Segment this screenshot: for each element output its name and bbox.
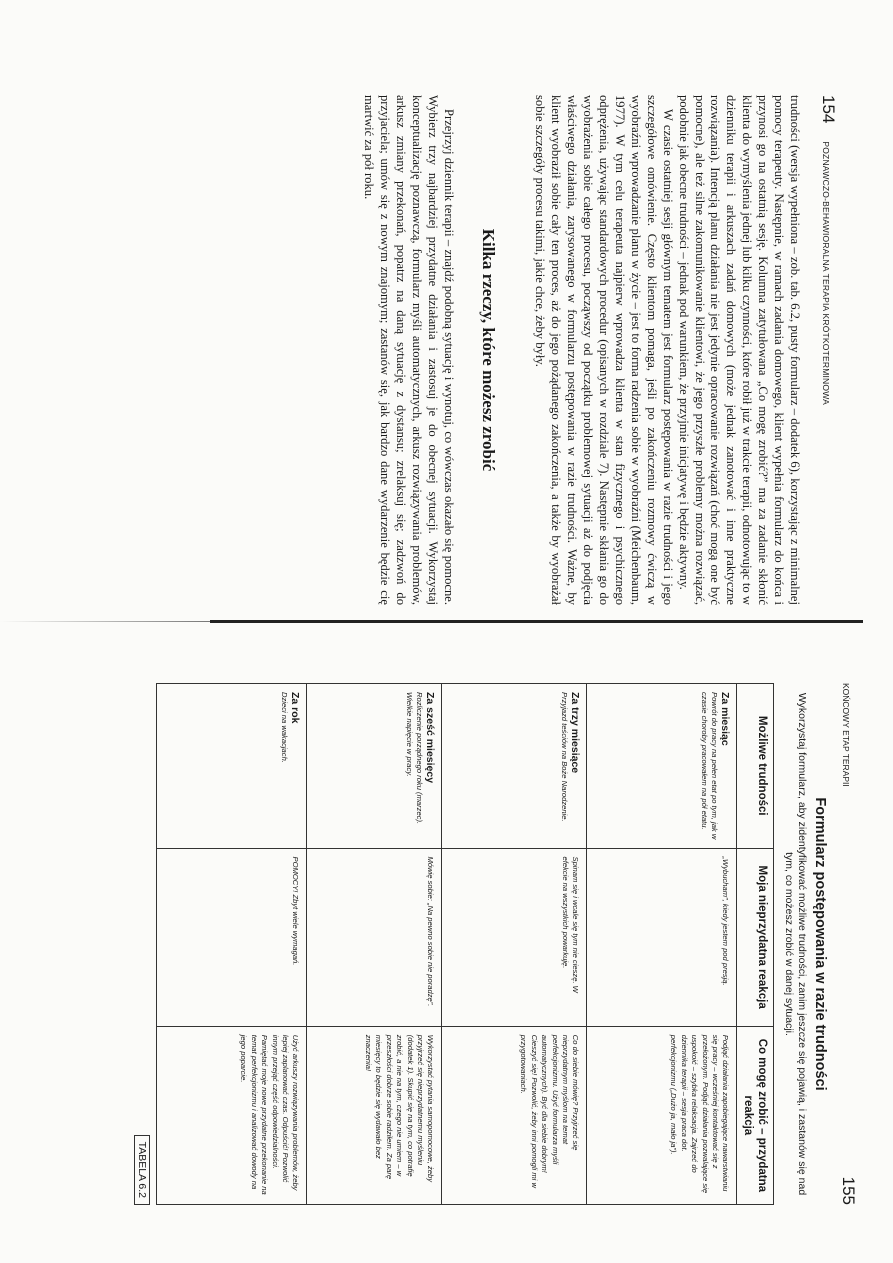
difficulty-text: Rozliczenie porządnego roku (marzec). Wielkie napięcie w pracy. <box>404 692 424 825</box>
period-title: Za rok <box>289 692 302 724</box>
period-title: Za miesiąc <box>719 692 732 746</box>
running-head: POZNAWCZO-BEHAWIORALNA TERAPIA KRÓTKOTERMINOWA <box>821 141 831 405</box>
form-intro: Wykorzystaj formularz, aby zidentyfikować możliwe trudności, zanim jeszcze się pojawią, i zastanów się nad tym, co możesz zrobić w danej sytuacji. <box>783 692 808 1196</box>
page-number: 154 <box>819 95 838 124</box>
period-title: Za sześć miesięcy <box>424 692 437 784</box>
table-header-row <box>737 684 774 1205</box>
table-label-text: TABELA 6.2 <box>134 1135 150 1205</box>
column-header: Możliwe trudności <box>737 684 774 849</box>
difficulty-text: Przyjazd teściów na Boże Narodzenie. <box>560 692 569 822</box>
reaction-cell: POMOCY! Zbyt wiele wymagań. <box>157 848 307 1026</box>
column-header: Co mogę zrobić – przydatna reakcja <box>737 1026 774 1204</box>
difficulty-cell <box>157 684 307 849</box>
table-row <box>442 684 587 1205</box>
section-title: Kilka rzeczy, które możesz zrobić <box>478 228 498 472</box>
gutter-line <box>210 620 863 623</box>
gutter-shadow <box>0 621 210 622</box>
table-label <box>134 683 152 1205</box>
page-number: 155 <box>839 1176 858 1205</box>
difficulty-cell <box>587 684 737 849</box>
section-body <box>360 95 455 605</box>
paragraph: W czasie ostatniej sesji głównym tematem jest formularz postępowania w razie trudności i jego szczegółowe omówienie. Często klientom pomaga, jeśli po zakończeniu rozmowy ćwiczą w wyobraźni wprowadzanie planu w życie – jest to forma radzenia sobie w wyobraźni (Meichenbaum, 1977). W tym celu terapeuta najpierw wprowadza klienta w stan fizycznego i psychicznego odprężenia, używając standardowych procedur (opisanych w rozdziale 7). Następnie skłania go do wyobrażenia sobie całego procesu, począwszy od początku problemowej sytuacji aż do podjęcia właściwego działania, zarysowanego w formularzu postępowania w razie trudności. Ważne, by klient wyobraził sobie cały ten proces, aż do jego pożądanego zakończenia, a także by wyobrażał sobie szczegóły procesu takimi, jakie chce, żeby były. <box>533 95 675 605</box>
paragraph: trudności (wersja wypełniona – zob. tab. 6.2, pusty formularz – dodatek 6), korzystając z minimalnej pomocy terapeuty. Następnie, w ramach zadania domowego, klient wypełnia formularz do końca i przynosi go na ostatnią sesję. Kolumna zatytułowana „Co mogę zrobić?” ma za zadanie skłonić klienta do wymyślenia jednej lub kilku czynności, które robił już w trakcie terapii, odnotowując to w dzienniku terapii i arkuszach zadań domowych (może jednak zanotować i inne praktyczne rozwiązania). Intencją planu działania nie jest jedynie opracowanie rozwiązań (choć mogą one być pomocne), ale też silne zakomunikowanie klientowi, że jego przyszłe problemy można rozwiązać, podobnie jak obecne trudności – jednak pod warunkiem, że przyjmie inicjatywę i będzie aktywny. <box>676 95 802 605</box>
left-page <box>188 95 838 605</box>
page-gutter-separator <box>0 614 893 628</box>
reaction-cell: „Wybucham”, kiedy jestem pod presją. <box>587 848 737 1026</box>
period-title: Za trzy miesiące <box>569 692 582 774</box>
helpful-cell: Podjąć działania zapobiegające nawarstwianiu się pracy – wcześniej kontaktować się z przełożonym. Podjąć działania pozwalające się uspokoić – szybka relaksacja. Zajrzeć do dziennika terapii – sesja praca dot. perfekcjonizmu („Dużo ja, mało ja”). <box>587 1026 737 1204</box>
helpful-cell: Co do siebie mówię? Przyjrzeć się nieprzydatnym myślom na temat perfekcjonizmu. Użyć formularza myśli automatycznych). Być dla siebie dobrym! Cieszyć się! Pozwolić, żeby inni pomogli mi w przygotowaniach. <box>442 1026 587 1204</box>
left-page-header <box>818 95 838 605</box>
table-row <box>157 684 307 1205</box>
reaction-cell: Spinam się i wcale się tym nie cieszę. W efekcie na wszystkich powarkuję. <box>442 848 587 1026</box>
difficulty-text: Dzieci na wakacjach. <box>280 692 289 763</box>
difficulty-cell <box>442 684 587 849</box>
running-head: KOŃCOWY ETAP TERAPII <box>841 683 851 787</box>
helpful-cell: Użyć arkuszy rozwiązywania problemów, żeby lepiej zaplanować czas. Odpuścić! Pozwolić innym przejąć część odpowiedzialności. Pamiętać moje nowe przydatne przekonanie na temat perfekcjonizmu i analizować dowody na jego poparcie. <box>157 1026 307 1204</box>
right-page <box>63 683 858 1205</box>
table-row <box>307 684 442 1205</box>
body-text <box>532 95 802 605</box>
difficulty-form-table <box>156 683 774 1205</box>
difficulty-text: Powrót do pracy na pełen etat po tym, jak w czasie choroby pracowałem na pół etatu. <box>699 692 719 840</box>
reaction-cell: Mówię sobie: „Na pewno sobie nie poradzę”. <box>307 848 442 1026</box>
right-page-header <box>838 683 858 1205</box>
difficulty-cell <box>307 684 442 849</box>
column-header: Moja nieprzydatna reakcja <box>737 848 774 1026</box>
helpful-cell: Wykorzystać pytania samopomocowe, żeby przyjrzeć się nieprzydatnemu myśleniu (dodatek 1). Skupić się na tym, co potrafię zrobić, a nie na tym, czego nie umiem – w przeszłości dobrze sobie radziłem. Za parę miesięcy to będzie się wydawało bez znaczenia! <box>307 1026 442 1204</box>
form-title: Formularz postępowania w razie trudności <box>812 797 828 1091</box>
table-row <box>587 684 737 1205</box>
paragraph: Przejrzyj dziennik terapii – znajdź podobną sytuację i wynotuj, co wówczas okazało się pomocne. Wybierz trzy najbardziej przydatne działania i zastosuj je do obecnej sytuacji. Wykorzystaj konceptualizację poznawczą, formularz myśli automatycznych, arkusz rozwiązywania problemów, arkusz zmiany przekonań, popatrz na daną sytuację z dystansu; zrelaksuj się; zadzwoń do przyjaciela; umów się z nowym znajomym; zastanów się, jak bardzo dane wydarzenie będzie cię martwić za pół roku. <box>362 95 456 605</box>
